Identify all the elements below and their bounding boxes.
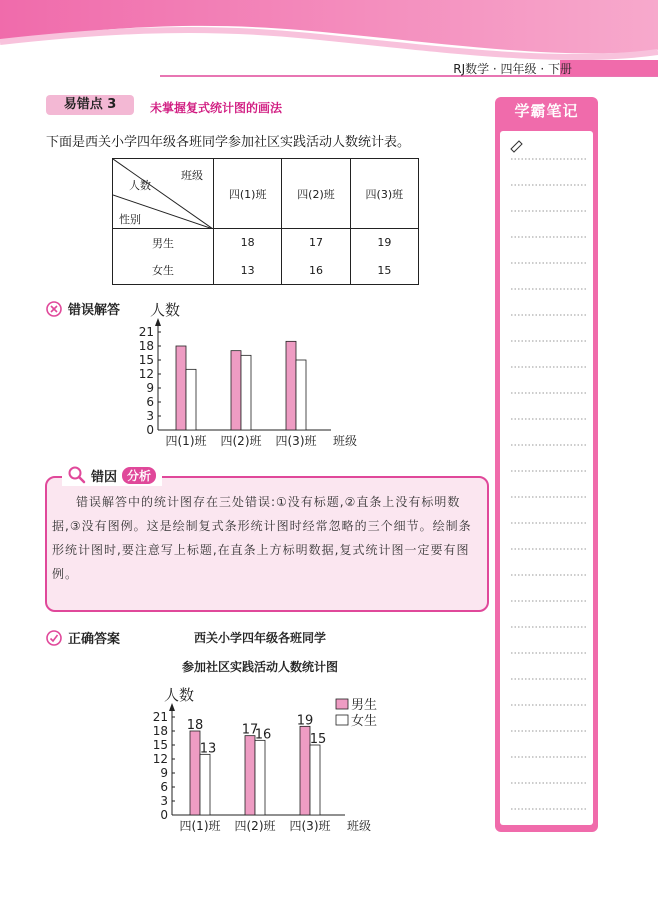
legend-label: 女生 (351, 714, 378, 729)
y-tick-label: 3 (146, 409, 154, 423)
data-label: 16 (254, 727, 272, 743)
bar (245, 736, 255, 815)
column-header: 四(2)班 (282, 159, 350, 229)
y-tick-label: 15 (152, 738, 168, 752)
bar (231, 351, 241, 430)
x-axis-label: 班级 (333, 434, 358, 448)
analysis-header (62, 464, 162, 486)
category-label: 四(2)班 (234, 819, 276, 833)
correct-answer-text: 正确答案 (68, 632, 121, 647)
y-tick-label: 21 (138, 325, 154, 339)
table-row (113, 229, 419, 257)
header-text: RJ数学 · 四年级 · 下册 (453, 62, 572, 76)
analysis-label: 错因 (91, 469, 118, 485)
data-label: 18 (186, 718, 204, 733)
bar (190, 731, 200, 815)
data-label: 19 (296, 713, 314, 729)
sidebar-title: 学霸笔记 (514, 102, 579, 120)
y-tick-label: 9 (160, 766, 168, 780)
legend-swatch (336, 699, 348, 709)
category-label: 四(3)班 (275, 434, 317, 448)
row-label: 男生 (113, 229, 214, 257)
bar (186, 369, 196, 430)
bar (310, 745, 320, 815)
y-tick-label: 3 (160, 794, 168, 808)
y-tick-label: 12 (152, 752, 168, 766)
y-tick-label: 6 (160, 780, 168, 794)
table-cell: 18 (214, 229, 282, 257)
y-tick-label: 21 (152, 710, 168, 724)
category-label: 四(1)班 (165, 434, 207, 448)
column-header: 四(3)班 (350, 159, 418, 229)
wrong-answer-text: 错误解答 (68, 303, 121, 318)
stats-table (112, 158, 419, 285)
y-axis-label: 人数 (150, 301, 181, 319)
bar (296, 360, 306, 430)
corner-top-label: 班级 (181, 169, 203, 182)
category-label: 四(3)班 (289, 819, 331, 833)
chart-title-line2: 参加社区实践活动人数统计图 (181, 660, 338, 674)
column-header: 四(1)班 (214, 159, 282, 229)
table-corner-cell (113, 159, 214, 229)
table-row (113, 257, 419, 285)
row-label: 女生 (113, 257, 214, 285)
analysis-text: 错误解答中的统计图存在三处错误:①没有标题,②直条上没有标明数据,③没有图例。这是绘制复式条形统计图时经常忽略的三个细节。绘制条形统计图时,要注意写上标题,在直条上方标明数据,复式统计图一定要有图例。 (52, 495, 472, 581)
y-axis-arrow (169, 703, 175, 711)
chart-title-line1: 西关小学四年级各班同学 (193, 631, 326, 645)
section-tag: 易错点 3 (46, 95, 134, 115)
table-cell: 19 (350, 229, 418, 257)
legend-label: 男生 (351, 698, 378, 713)
magnifier-icon (68, 466, 86, 484)
y-tick-label: 12 (138, 367, 154, 381)
legend-swatch (336, 715, 348, 725)
corner-bottom-label: 性别 (119, 213, 141, 226)
data-label: 13 (199, 741, 217, 757)
bar (300, 726, 310, 815)
correct-answer-chart (144, 683, 404, 839)
table-cell: 13 (214, 257, 282, 285)
category-label: 四(1)班 (179, 819, 221, 833)
bar (176, 346, 186, 430)
x-axis-label: 班级 (347, 819, 372, 833)
table-cell: 17 (282, 229, 350, 257)
y-tick-label: 0 (160, 808, 168, 822)
y-tick-label: 18 (138, 339, 154, 353)
y-axis-arrow (155, 318, 161, 326)
wrong-answer-label (46, 299, 120, 318)
corner-middle-label: 人数 (129, 179, 151, 192)
table-cell: 15 (350, 257, 418, 285)
bar (241, 355, 251, 430)
bar (255, 740, 265, 815)
section-title: 未掌握复式统计图的画法 (150, 101, 283, 115)
data-label: 15 (309, 732, 327, 747)
category-label: 四(2)班 (220, 434, 262, 448)
y-tick-label: 0 (146, 423, 154, 437)
cross-circle-icon (46, 301, 62, 317)
y-tick-label: 18 (152, 724, 168, 738)
table-cell: 16 (282, 257, 350, 285)
data-label: 17 (241, 722, 259, 738)
bar (200, 754, 210, 815)
intro-text: 下面是西关小学四年级各班同学参加社区实践活动人数统计表。 (46, 135, 411, 150)
analysis-label-highlight: 分析 (122, 467, 156, 484)
y-tick-label: 9 (146, 381, 154, 395)
bar (286, 341, 296, 430)
notes-sidebar (495, 97, 598, 832)
wrong-answer-chart (130, 296, 380, 452)
y-tick-label: 6 (146, 395, 154, 409)
y-tick-label: 15 (138, 353, 154, 367)
y-axis-label: 人数 (164, 686, 195, 704)
